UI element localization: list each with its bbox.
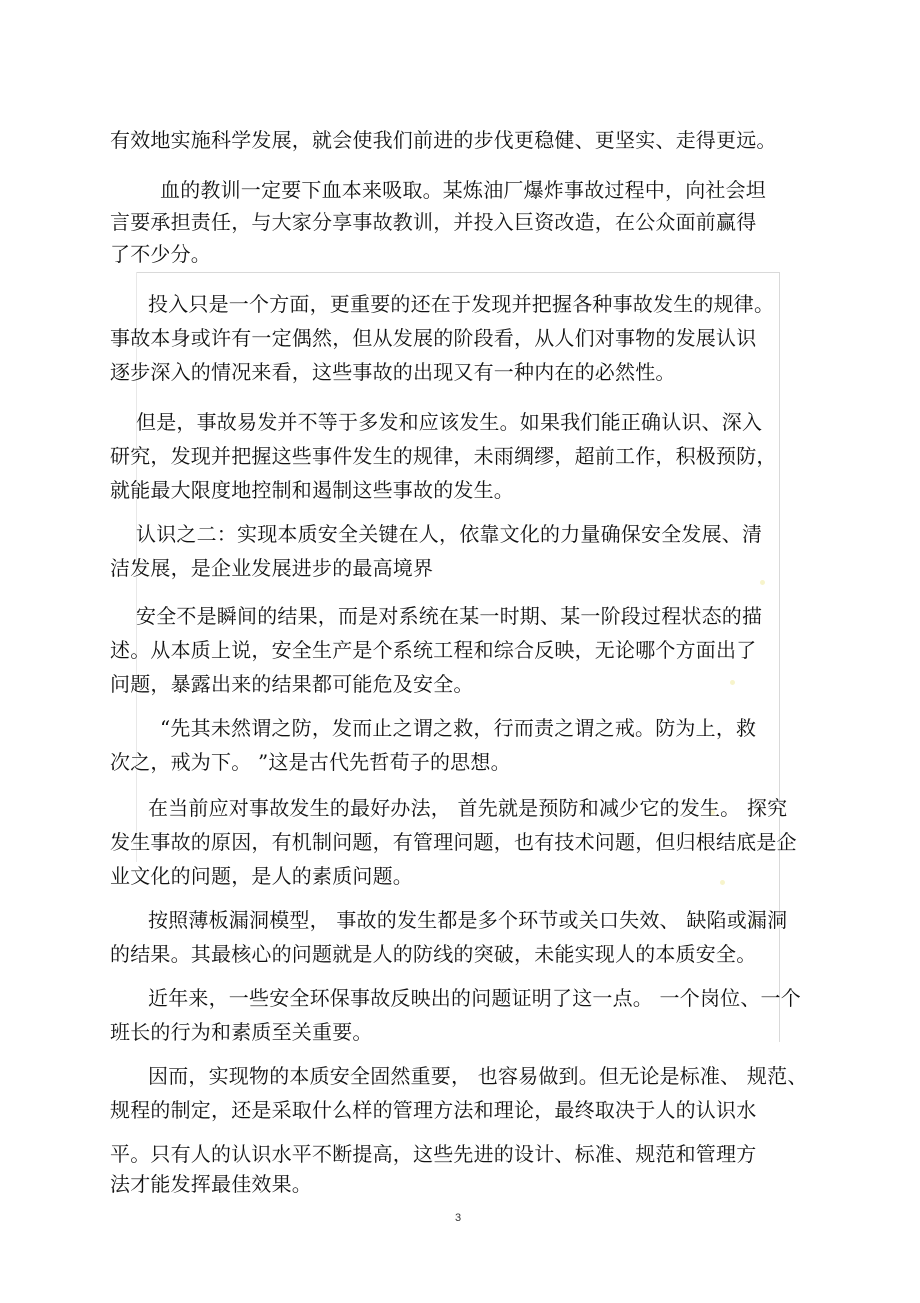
text-line: 业文化的问题，是人的素质问题。	[110, 864, 413, 888]
text-line: 了不少分。	[110, 242, 211, 266]
text-line: 逐步深入的情况来看，这些事故的出现又有一种内在的必然性。	[110, 360, 676, 384]
text-line: 规程的制定，还是采取什么样的管理方法和理论，最终取决于人的认识水	[110, 1098, 757, 1122]
text-line: 在当前应对事故发生的最好办法， 首先就是预防和减少它的发生。 探究	[148, 796, 788, 820]
text-line: 因而，实现物的本质安全固然重要， 也容易做到。但无论是标准、 规范、	[148, 1064, 808, 1088]
text-line: 事故本身或许有一定偶然，但从发展的阶段看，从人们对事物的发展认识	[110, 326, 757, 350]
section-heading-line: 认识之二：实现本质安全关键在人，依靠文化的力量确保安全发展、清	[136, 522, 763, 546]
quote-line: “先其未然谓之防，发而止之谓之救，行而责之谓之戒。防为上，救	[160, 716, 757, 740]
text-line: 研究，发现并把握这些事件发生的规律，未雨绸缪，超前工作，积极预防，	[110, 444, 777, 468]
text-line: 就能最大限度地控制和遏制这些事故的发生。	[110, 478, 514, 502]
text-line: 按照薄板漏洞模型， 事故的发生都是多个环节或关口失效、 缺陷或漏洞	[148, 908, 788, 932]
faint-watermark-specks	[700, 580, 790, 940]
text-line: 投入只是一个方面，更重要的还在于发现并把握各种事故发生的规律。	[148, 292, 775, 316]
text-line: 但是，事故易发并不等于多发和应该发生。如果我们能正确认识、深入	[136, 410, 763, 434]
text-line: 近年来，一些安全环保事故反映出的问题证明了这一点。 一个岗位、一个	[148, 986, 801, 1010]
text-line: 班长的行为和素质至关重要。	[110, 1020, 373, 1044]
text-line: 问题，暴露出来的结果都可能危及安全。	[110, 672, 474, 696]
text-line: 言要承担责任，与大家分享事故教训，并投入巨资改造，在公众面前赢得	[110, 210, 757, 234]
quote-line: 次之，戒为下。 ”这是古代先哲荀子的思想。	[110, 750, 511, 774]
text-line: 安全不是瞬间的结果，而是对系统在某一时期、某一阶段过程状态的描	[136, 604, 763, 628]
section-heading-line: 洁发展，是企业发展进步的最高境界	[110, 556, 434, 580]
frame-top-border	[136, 272, 780, 273]
text-line: 平。只有人的认识水平不断提高，这些先进的设计、标准、规范和管理方	[110, 1142, 757, 1166]
page-number: 3	[455, 1212, 462, 1224]
text-line: 的结果。其最核心的问题就是人的防线的突破，未能实现人的本质安全。	[110, 942, 757, 966]
text-line: 法才能发挥最佳效果。	[110, 1172, 312, 1196]
text-line: 有效地实施科学发展，就会使我们前进的步伐更稳健、更坚实、走得更远。	[110, 128, 777, 152]
text-line: 血的教训一定要下血本来吸取。某炼油厂爆炸事故过程中，向社会坦	[160, 178, 766, 202]
text-line: 述。从本质上说，安全生产是个系统工程和综合反映，无论哪个方面出了	[110, 638, 757, 662]
text-line: 发生事故的原因，有机制问题，有管理问题，也有技术问题，但归根结底是企	[110, 830, 797, 854]
